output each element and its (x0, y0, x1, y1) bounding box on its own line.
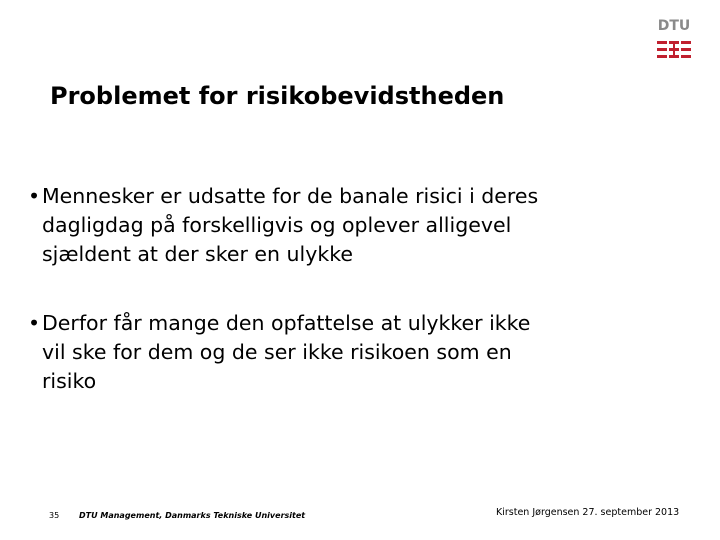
footer-institution: DTU Management, Danmarks Tekniske Universitet (79, 511, 306, 520)
bullet-line: risiko (42, 369, 97, 393)
footer-author-date: Kirsten Jørgensen 27. september 2013 (496, 507, 680, 518)
bullet-line: Derfor får mange den opfattelse at ulykker ikke (42, 311, 531, 335)
dtu-logo-text: DTU (657, 18, 691, 34)
bullet-item (28, 309, 531, 396)
page-number: 35 (49, 511, 60, 520)
bullet-line: vil ske for dem og de ser ikke risikoen som en (42, 340, 512, 364)
bullet-line: dagligdag på forskelligvis og oplever alligevel (42, 213, 512, 237)
dtu-logo (657, 18, 691, 66)
dtu-logo-mark-icon (657, 40, 691, 62)
bullet-item (28, 182, 539, 269)
bullet-line: Mennesker er udsatte for de banale risici i deres (42, 184, 539, 208)
bullet-marker: • (28, 184, 41, 208)
bullet-line: sjældent at der sker en ulykke (42, 242, 354, 266)
bullet-marker: • (28, 311, 41, 335)
slide-title: Problemet for risikobevidstheden (50, 82, 505, 110)
